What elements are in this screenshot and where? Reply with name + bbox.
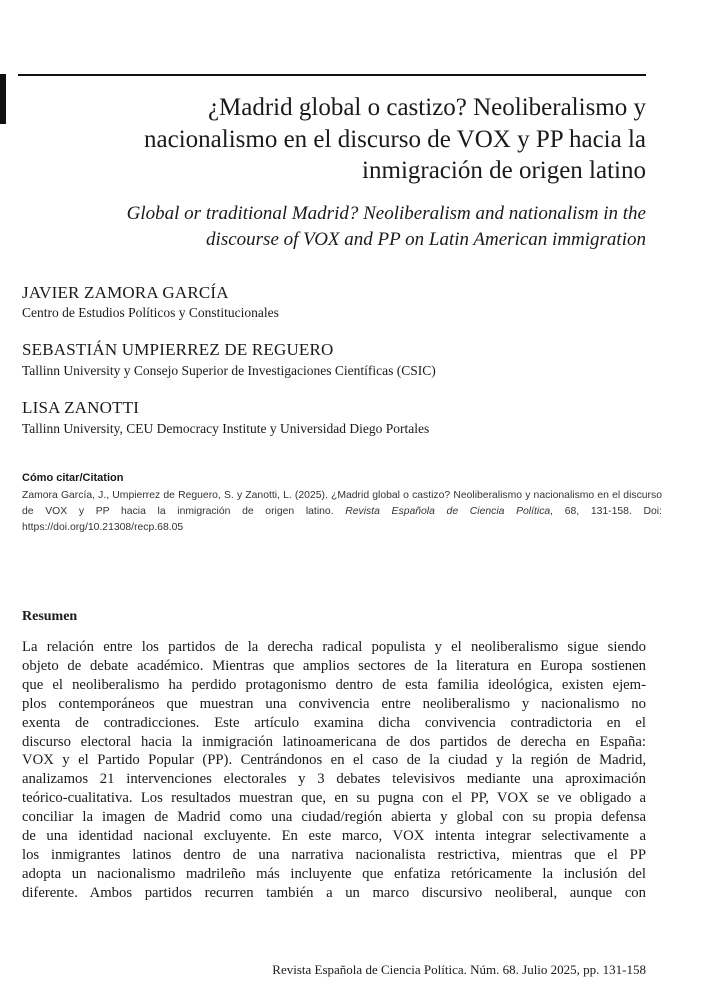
abstract-heading: Resumen [22,609,78,624]
abstract-line: discurso electoral hacia la inmigración latinoamericana de dos partidos de derecha en España: [22,733,646,750]
abstract-line: plos contemporáneos que muestran una convivencia entre neoliberalismo y nacionalismo no [22,695,646,712]
citation-text [22,488,662,536]
author-name: JAVIER ZAMORA GARCÍA [22,283,229,302]
abstract-line: de una identidad nacional excluyente. En este marco, VOX intenta integrar selectivamente a [22,828,646,845]
article-title [60,92,646,187]
abstract-line: los inmigrantes latinos dentro de una narrativa nacionalista restrictiva, mientras que el PP [22,846,646,863]
abstract-line: objeto de debate académico. Mientras que amplios sectores de la literatura en Europa sostienen [22,657,646,674]
page-footer: Revista Española de Ciencia Política. Núm. 68. Julio 2025, pp. 131-158 [272,962,646,977]
citation-journal: Revista Española de Ciencia Política [345,506,551,517]
title-line: nacionalismo en el discurso de VOX y PP hacia la [144,125,646,153]
abstract-line: adopta un nacionalismo madrileño más incluyente que enfatiza retóricamente la inclusión del [22,865,646,882]
title-line: inmigración de origen latino [362,157,646,184]
abstract-line: La relación entre los partidos de la derecha radical populista y el neoliberalismo sigue siendo [22,639,646,655]
citation-label: Cómo citar/Citation [22,472,124,484]
abstract-line: analizamos 21 intervenciones electorales y 3 debates televisivos mediante una aproximación [22,771,646,788]
header-rule [18,74,646,76]
author-name: LISA ZANOTTI [22,398,140,417]
citation-text-after: , 68, 131-158. Doi: https://doi.org/10.21308/recp.68.05 [22,506,662,533]
subtitle-line: discourse of VOX and PP on Latin American immigration [206,229,646,250]
abstract-line: VOX y el Partido Popular (PP). Centrándonos en el caso de la ciudad y la región de Madrid, [22,752,646,769]
abstract-line: diferente. Ambos partidos recurren también a un marco discursivo neoliberal, aunque con [22,884,646,901]
abstract-line: que el neoliberalismo ha perdido protagonismo dentro de esta familia ideológica, existen ejem- [22,676,646,693]
article-subtitle [60,201,646,253]
abstract-body [22,638,646,903]
abstract-line: teórico-cualitativa. Los resultados muestran que, en su pugna con el PP, VOX se ve obligado a [22,790,646,807]
subtitle-line: Global or traditional Madrid? Neoliberalism and nationalism in the [126,203,646,224]
abstract-line: exenta de contradicciones. Este artículo examina dicha convivencia contradictoria en el [22,714,646,731]
author-name: SEBASTIÁN UMPIERREZ DE REGUERO [22,340,334,359]
author-affiliation: Tallinn University, CEU Democracy Institute y Universidad Diego Portales [22,421,430,436]
author-affiliation: Centro de Estudios Políticos y Constitucionales [22,305,279,320]
title-line: ¿Madrid global o castizo? Neoliberalismo y [207,94,646,121]
author-affiliation: Tallinn University y Consejo Superior de Investigaciones Científicas (CSIC) [22,363,436,378]
citation-text-before: Zamora García, J., Umpierrez de Reguero, S. y Zanotti, L. (2025). ¿Madrid global o castizo? Neoliberalismo y nacionalismo en el discurso de VOX y PP hacia la inmigración de origen latino. [22,490,662,517]
abstract-line: conciliar la imagen de Madrid como una ciudad/región abierta y global con su propia defensa [22,809,646,826]
header-left-bar [0,74,6,124]
